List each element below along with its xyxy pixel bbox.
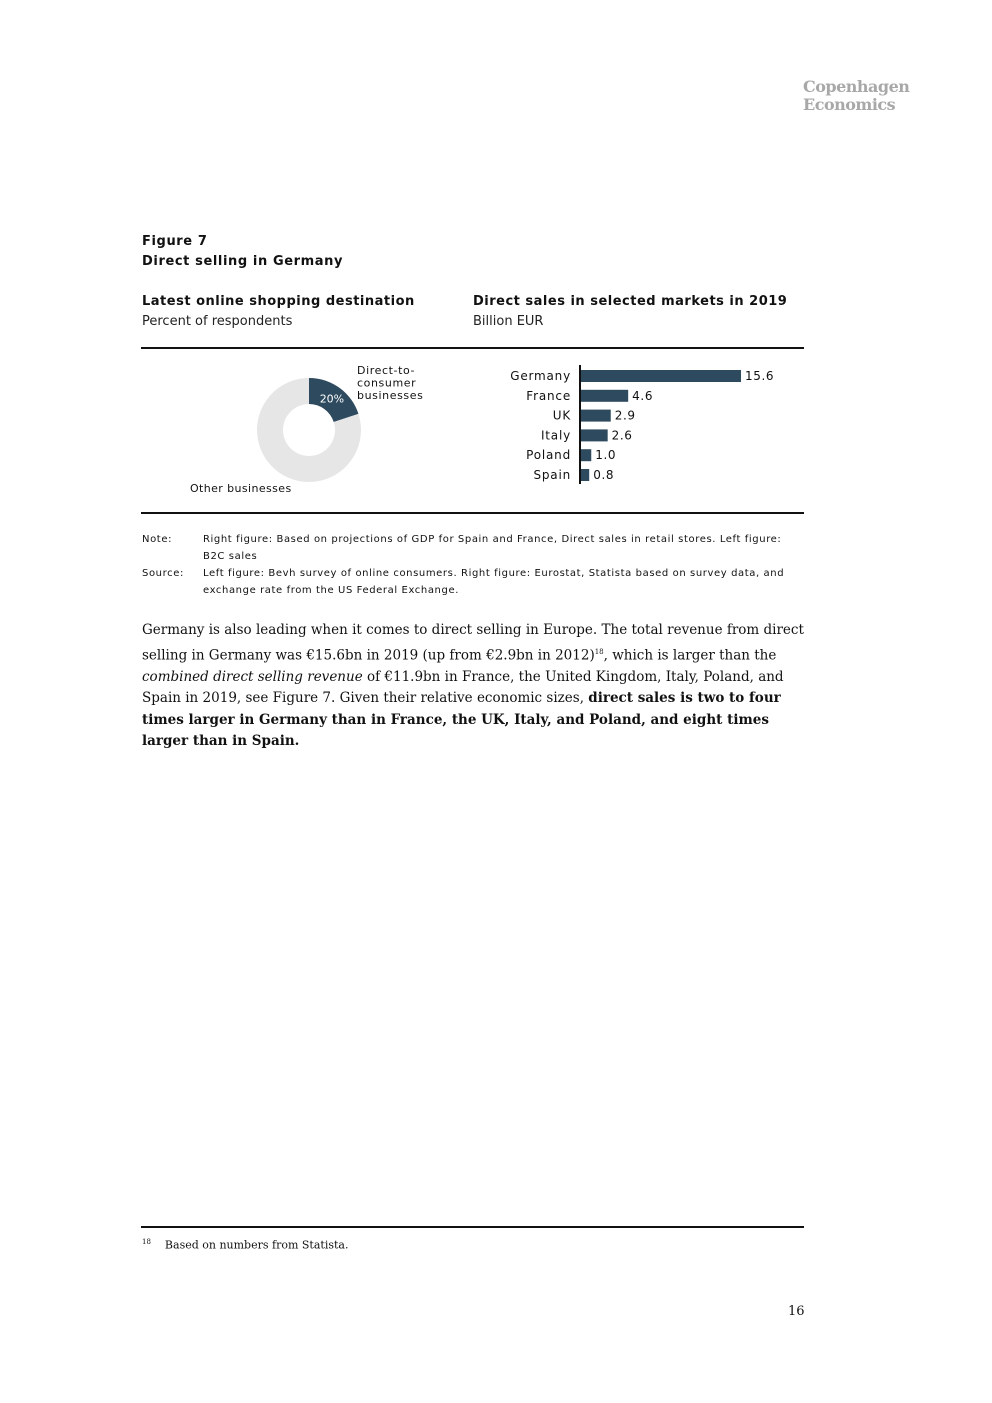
note-text: Right figure: Based on projections of GDP for Spain and France, Direct sales in retail stores. Left figure: B2C sales bbox=[203, 534, 782, 562]
left-panel-unit: Percent of respondents bbox=[142, 314, 293, 329]
pie-label-other-businesses: Other businesses bbox=[190, 482, 292, 495]
bar-spain bbox=[581, 469, 589, 481]
bar-value-label: 2.6 bbox=[611, 428, 633, 443]
bar-uk bbox=[581, 410, 611, 422]
figure-label: Figure 7 bbox=[142, 234, 208, 249]
footnote-number: 18 bbox=[142, 1238, 151, 1246]
pie-label-direct-line-3: businesses bbox=[357, 389, 424, 402]
footnote bbox=[142, 1238, 348, 1252]
bar-italy bbox=[581, 429, 608, 441]
figure-title: Direct selling in Germany bbox=[142, 254, 344, 269]
body-text-1: Germany is also leading when it comes to direct selling in Europe. The total revenue from direct selling in Germany was €15.6bn in 2019 (up from €2.9bn in 2012) bbox=[142, 622, 804, 663]
source-text: Left figure: Bevh survey of online consumers. Right figure: Eurostat, Statista based on survey data, and exchange rate from the US Federal Exchange. bbox=[203, 568, 785, 596]
source-row bbox=[142, 565, 804, 599]
bar-category-label: Spain bbox=[533, 468, 571, 482]
bar-category-label: UK bbox=[552, 408, 571, 423]
bar-category-label: France bbox=[526, 388, 571, 403]
donut-chart bbox=[190, 364, 423, 495]
footnote-text: Based on numbers from Statista. bbox=[164, 1238, 349, 1252]
bar-chart bbox=[510, 365, 774, 484]
figure-notes bbox=[142, 531, 804, 599]
source-key: Source: bbox=[142, 568, 184, 579]
pie-label-direct-line-1: Direct-to- bbox=[357, 364, 416, 377]
body-paragraph bbox=[142, 620, 804, 753]
right-panel-heading bbox=[473, 292, 787, 332]
body-emphasis: combined direct selling revenue bbox=[142, 668, 363, 685]
body-bold: direct sales is two to four times larger in Germany than in France, the UK, Italy, and Poland, and eight times larger than in Spain bbox=[142, 690, 781, 749]
body-text-3: of €11.9bn in France, the United Kingdom, Italy, Poland, and Spain in 2019, see Figure 7. Given their relative economic sizes, bbox=[142, 668, 784, 706]
bar-value-label: 4.6 bbox=[632, 388, 654, 403]
figure-bottom-rule bbox=[141, 512, 804, 514]
figure-charts bbox=[0, 349, 992, 519]
body-text-2: , which is larger than the bbox=[603, 647, 777, 663]
bar-value-label: 1.0 bbox=[595, 448, 617, 463]
pie-value-label: 20% bbox=[319, 392, 345, 406]
right-panel-unit: Billion EUR bbox=[473, 314, 544, 329]
logo-line-1: Copenhagen bbox=[803, 77, 910, 96]
figure-heading bbox=[142, 232, 343, 272]
bar-value-label: 2.9 bbox=[614, 408, 636, 423]
bar-france bbox=[581, 390, 628, 402]
bar-poland bbox=[581, 449, 591, 461]
bar-category-label: Poland bbox=[526, 448, 571, 463]
note-key: Note: bbox=[142, 534, 173, 545]
footnote-rule bbox=[141, 1226, 804, 1228]
pie-label-direct-line-2: consumer bbox=[357, 376, 417, 390]
copenhagen-economics-logo bbox=[803, 78, 909, 114]
bar-category-label: Italy bbox=[540, 428, 571, 443]
footnote-ref[interactable]: 18 bbox=[594, 647, 604, 656]
right-panel-title: Direct sales in selected markets in 2019 bbox=[473, 294, 788, 309]
bar-value-label: 0.8 bbox=[593, 468, 615, 482]
left-panel-title: Latest online shopping destination bbox=[142, 294, 415, 309]
logo-line-2: Economics bbox=[803, 95, 896, 114]
left-panel-heading bbox=[142, 292, 415, 332]
bar-category-label: Germany bbox=[510, 369, 571, 383]
body-end: . bbox=[294, 733, 300, 749]
page-number: 16 bbox=[788, 1304, 805, 1319]
bar-value-label: 15.6 bbox=[745, 369, 775, 383]
note-row bbox=[142, 531, 804, 565]
bar-germany bbox=[581, 370, 741, 382]
